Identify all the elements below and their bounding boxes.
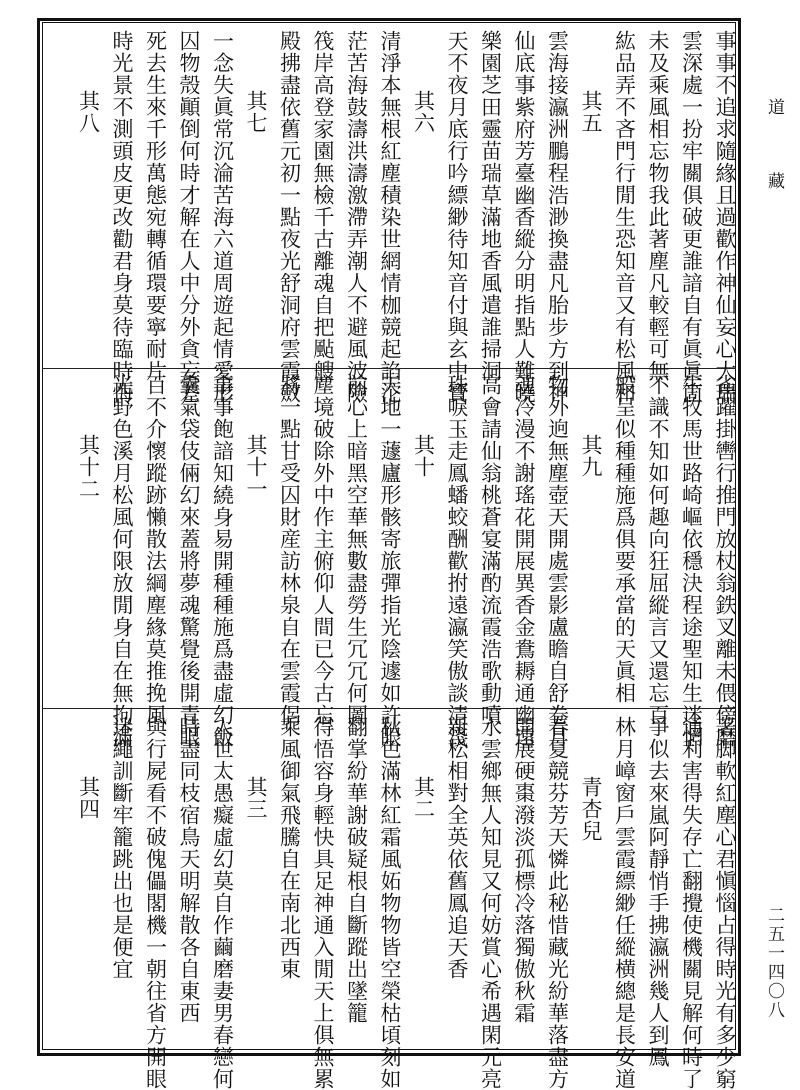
text-column: 珠唳玉走鳳蟠蛟酬歡拊遠瀛笑傲談清淺: [445, 374, 469, 748]
text-column: 其五: [579, 90, 603, 134]
text-column: 紘品弄不吝門行閒生恐知音又有松風和: [612, 30, 637, 404]
text-column: 時盡同枝宿鳥天明解散各自東西: [177, 716, 201, 1024]
text-column: 未及乘風相忘物我此著塵凡較輕可無: [646, 30, 670, 382]
text-column: 其四: [76, 776, 101, 820]
text-column: 魂冷漫不謝瑤花開展異香金鴦耨通幽遠: [512, 374, 536, 748]
text-column: 茫苦海鼓濤洪濤激滯弄潮人不避風波險: [344, 30, 369, 404]
text-column: 通利害得失存亡翻攪使機關見解何時了: [679, 716, 704, 1090]
text-column: 開展硬棗潑淡孤標冷落獨傲秋霜: [512, 716, 536, 1024]
margin-title-bottom: 藏: [764, 172, 784, 191]
text-column: 其三: [244, 776, 268, 820]
text-column: 與行屍看不破傀儡閣機一朝往省方開眼: [143, 716, 168, 1090]
text-column: 時光景不測頭皮更改勸君身莫待臨時悔: [110, 30, 134, 404]
text-column: 高會請仙翁桃蒼宴滿酌流霞浩歌動噴: [478, 374, 503, 726]
text-column: 仙底事紫府芳臺幽香縱分明指點人難曉: [512, 30, 536, 404]
text-column: 秋色滿林紅霜風妬物物皆空榮枯頃刻如: [378, 716, 402, 1090]
text-column: 事事不追求隨緣且過歡作神仙妄心大瑞: [713, 30, 737, 404]
text-column: 光野色溪月松風何限放閒身自在無拘滿: [110, 374, 134, 748]
page-number: 二五一四〇八: [764, 906, 784, 1020]
margin-title-top: 道: [764, 98, 784, 117]
text-column: 死去生來千形萬態宛轉循環要寧耐片: [143, 30, 168, 382]
text-column: 天不夜月底行吟縹緲待知音付與玄中寶: [445, 30, 469, 404]
text-column: 雲深處一扮牢關俱破更誰諳自有眞眞箇: [679, 30, 704, 404]
text-column: 雀躍掛轡行推門放杖翁鉄叉離未偎傍磨: [713, 374, 737, 748]
text-column: 其八: [76, 90, 101, 134]
text-column: 迷繩訓斷牢籠跳出也是便宜: [110, 716, 134, 980]
text-column: 天地一蘧廬形骸寄旅彈指光陰遽如許眼: [378, 374, 402, 748]
text-column: 林月嶂窗戶雲霞縹緲任縱横總是長安道: [612, 716, 637, 1090]
text-column: 新松相對全英依舊鳳追天香: [445, 716, 469, 980]
text-column: 著脚軟紅塵心君愼惱占得時光有多少窮: [713, 716, 737, 1090]
text-column: 其六: [411, 90, 436, 134]
text-column: 將一點甘受囚財産訪林泉自在雲霞侶: [277, 374, 302, 726]
text-column: 青杏兒: [579, 776, 603, 842]
text-column: 翻掌紛華謝破疑根自斷蹤出墜籠: [344, 716, 369, 1024]
text-column: 爭似去來嵐阿靜悄手拂瀛洲幾人到鳳: [646, 716, 670, 1068]
text-column: 水雲鄉無人知見又何妨賞心希遇閑元亮: [478, 716, 503, 1090]
text-column: 樂園芝田靈苗瑞草滿地香風遣誰掃洞: [478, 30, 503, 382]
text-column: 筏岸高登家園無檢千古離魂自把颭艘: [311, 30, 335, 382]
text-column: 囚物殼顚倒何時才解在人中分外貪妄差: [177, 30, 201, 404]
text-column: 乘風御氣飛騰自在南北西東: [277, 716, 302, 980]
text-column: 囊氣袋伎倆幻來蓋將夢魂驚覺後開青眼: [177, 374, 201, 748]
text-column: 春夏競芬芳天憐此秘惜藏光紛華落盡方: [545, 716, 570, 1090]
text-column: 其七: [244, 90, 268, 134]
text-column: 殿拂盡依舊元初一點夜光舒洞府雲霞斂: [277, 30, 302, 404]
text-column: 其十: [411, 434, 436, 478]
text-column: 其九: [579, 434, 603, 478]
text-column: 塵境破除外中作主俯仰人間已今古忘: [311, 374, 335, 726]
text-column: 雲海接瀛洲鵬程浩渺換盡凡胎步方到神: [545, 30, 570, 404]
text-column: 事事飽諳知繞身易開種種施爲盡虛幻飯: [210, 374, 235, 748]
text-column: 其十二: [76, 434, 101, 500]
text-column: 其二: [411, 776, 436, 820]
text-column: 清淨本無根紅塵積染世網情枷競起諂沱: [378, 30, 402, 404]
text-column: 人世太愚癡虛幻莫自作繭磨妻男春戀何: [210, 716, 235, 1090]
text-column: 百不介懷蹤跡懶散法綱塵緣莫推挽風: [143, 374, 168, 726]
text-column: 般呈似種種施爲俱要承當的天眞相: [612, 374, 637, 704]
text-column: 前心上暗黑空華無數盡勞生冗冗何圖: [344, 374, 369, 726]
text-column: 其十一: [244, 434, 268, 500]
text-column: 得悟容身輕快具足神通入閒天上俱無累: [311, 716, 335, 1090]
text-column: 牛牧馬世路崎嶇依穩決程途聖知生迷惘: [679, 374, 704, 748]
text-column: 物外逈無塵壺天開處雲影盧瞻自舒卷月: [545, 374, 570, 748]
text-column: 一念失眞常沉淪苦海六道周遊起情愛形: [210, 30, 235, 404]
text-column: 不識不知如何趣向狂屈縱言又還忘百: [646, 374, 670, 726]
